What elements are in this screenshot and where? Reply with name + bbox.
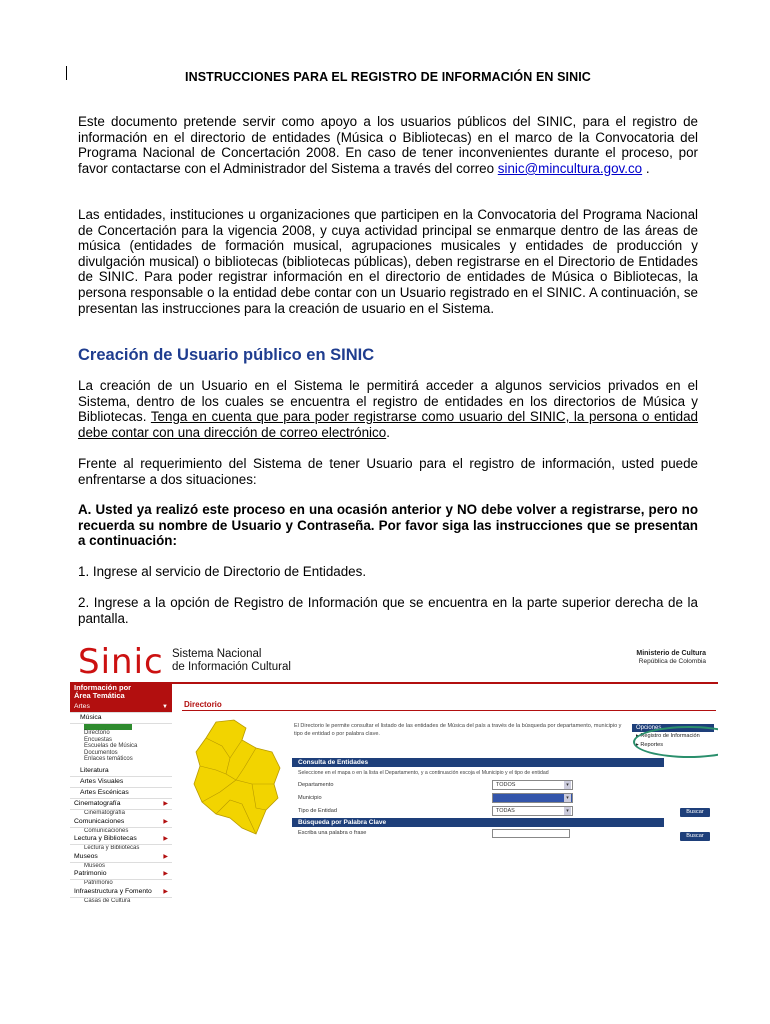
nav-header-line-1: Información por (74, 683, 132, 692)
user-creation-text: La creación de un Usuario en el Sistema le permitirá acceder a algunos servicios privados en el Sistema, dentro de los cuales se encuentra el registro de entidades en los directorios de Música y Bibliotecas. (78, 378, 698, 425)
departamento-label: Departamento (298, 782, 334, 788)
nav-sub-item[interactable]: Patrimonio (84, 880, 113, 887)
directory-title: Directorio (184, 700, 222, 709)
tipo-entidad-label: Tipo de Entidad (298, 808, 337, 814)
map-shape[interactable] (194, 720, 280, 834)
chevron-right-icon: ▶ (163, 853, 168, 860)
buscar-palabra-button[interactable]: Buscar (680, 832, 710, 841)
municipio-row (292, 792, 664, 805)
tipo-entidad-select[interactable] (492, 806, 573, 816)
palabra-clave-header: Búsqueda por Palabra Clave (292, 818, 664, 827)
nav-item-label: Literatura (80, 766, 109, 774)
option-reportes[interactable]: ▸ Reportes (636, 742, 664, 748)
left-navigation (70, 682, 172, 948)
nav-item-label: Lectura y Bibliotecas (74, 835, 137, 843)
consulta-note: Seleccione en el mapa o en la lista el Departamento, y a continuación escoja el Municipio y el tipo de entidad (298, 770, 549, 776)
nav-item-lectura[interactable] (70, 834, 172, 845)
nav-sub-item[interactable]: Escuelas de Música (84, 743, 138, 750)
nav-item-patrimonio[interactable] (70, 869, 172, 880)
buscar-button[interactable]: Buscar (680, 808, 710, 817)
chevron-down-icon: ▾ (564, 807, 571, 815)
nav-item-cinematografia[interactable] (70, 799, 172, 810)
option-2-label: Reportes (640, 742, 664, 748)
nav-item-label: Artes Escénicas (80, 788, 129, 796)
chevron-right-icon: ▶ (163, 818, 168, 825)
nav-item-artes-label: Artes (74, 703, 90, 710)
nav-item-label: Comunicaciones (74, 817, 125, 825)
municipio-value: TODOS (496, 795, 516, 801)
nav-sub-item[interactable]: Enlaces temáticos (84, 756, 133, 763)
municipio-label: Municipio (298, 795, 322, 801)
option-registro-informacion[interactable]: ▸ Registro de Información (636, 733, 700, 739)
nav-item-literatura[interactable] (70, 766, 172, 777)
system-name-line-2: de Información Cultural (172, 661, 291, 673)
nav-item-label: Infraestructura y Fomento (74, 887, 152, 895)
nav-item-comunicaciones[interactable] (70, 817, 172, 828)
sinic-logo: Sinic (78, 642, 164, 682)
palabra-clave-row (292, 827, 664, 840)
chevron-right-icon: ▶ (163, 836, 168, 843)
nav-header (70, 682, 172, 702)
directory-divider (182, 710, 716, 711)
system-name-line-1: Sistema Nacional (172, 648, 262, 660)
user-creation-end: . (386, 424, 390, 440)
tipo-entidad-row (292, 805, 664, 818)
chevron-down-icon: ▾ (564, 781, 571, 789)
email-requirement-note: Tenga en cuenta que para poder registrarse como usuario del SINIC, la persona o entidad debe contar con una dirección de correo electrónico (78, 409, 698, 440)
nav-item-infraestructura[interactable] (70, 887, 172, 898)
consulta-panel (292, 758, 664, 840)
nav-sub-item[interactable]: Comunicaciones (84, 827, 129, 834)
document-title: INSTRUCCIONES PARA EL REGISTRO DE INFORMACIÓN EN SINIC (185, 70, 591, 84)
consulta-header: Consulta de Entidades (292, 758, 664, 767)
chevron-down-icon: ▾ (564, 794, 571, 802)
chevron-right-icon: ▶ (163, 888, 168, 895)
palabra-clave-input[interactable] (492, 829, 570, 838)
nav-item-musica-label: Música (80, 714, 102, 721)
municipio-select[interactable] (492, 793, 573, 803)
nav-sub-item[interactable]: Cinematografía (84, 809, 126, 816)
chevron-down-icon: ▼ (162, 704, 168, 710)
admin-email-link[interactable]: sinic@mincultura.gov.co (497, 160, 643, 176)
user-creation-paragraph (78, 378, 698, 440)
highlight-ellipse (633, 726, 718, 758)
chevron-right-icon: ▶ (163, 871, 168, 878)
departamento-select[interactable] (492, 780, 573, 790)
nav-sub-item[interactable]: Casas de Cultura (84, 897, 131, 904)
nav-header-line-2: Área Temática (74, 691, 125, 700)
departamento-row (292, 779, 664, 792)
header-divider (172, 682, 718, 684)
nav-item-museos[interactable] (70, 852, 172, 863)
nav-sub-item[interactable]: Documentos (84, 749, 118, 756)
entities-paragraph: Las entidades, instituciones u organizaciones que participen en la Convocatoria del Programa Nacional de Concertación para la vigencia 2008, y cuya actividad principal se enmarque dentro de las áreas de música (entidades de formación musical, agrupaciones musicales y entidades de producción y divulgación musical) o bibliotecas (bibliotecas públicas), deben registrarse en el Directorio de Entidades de SINIC. Para poder registrar información en el directorio de entidades de Música o Bibliotecas, la persona responsable o la entidad debe contar con un Usuario registrado en el SINIC. A continuación, se presentan las instrucciones para la creación de usuario en el Sistema. (78, 207, 698, 316)
palabra-clave-label: Escriba una palabra o frase (298, 830, 367, 836)
colombia-map[interactable] (186, 718, 286, 842)
nav-sub-item[interactable]: Directorio (84, 730, 110, 736)
system-name (172, 648, 291, 674)
section-heading: Creación de Usuario público en SINIC (78, 346, 375, 364)
departamento-value: TODOS (496, 782, 516, 788)
intro-paragraph (78, 114, 698, 176)
step-2: 2. Ingrese a la opción de Registro de Información que se encuentra en la parte superior derecha de la pantalla. (78, 595, 698, 626)
step-1: 1. Ingrese al servicio de Directorio de Entidades. (78, 564, 367, 579)
nav-item-musica[interactable] (70, 713, 172, 724)
nav-item-artes-visuales[interactable] (70, 777, 172, 788)
tipo-entidad-value: TODAS (496, 808, 515, 814)
nav-item-label: Museos (74, 852, 98, 860)
ministry-line-1: Ministerio de Cultura (636, 650, 706, 657)
options-header: Opciones (632, 724, 714, 732)
nav-sub-item[interactable]: Lectura y Bibliotecas (84, 845, 140, 852)
nav-item-label: Patrimonio (74, 870, 107, 878)
sinic-screenshot (70, 636, 718, 948)
intro-end: . (642, 160, 650, 176)
nav-item-artes[interactable] (70, 702, 172, 713)
option-1-label: Registro de Información (640, 733, 700, 739)
nav-item-label: Artes Visuales (80, 777, 124, 785)
situation-a-paragraph: A. Usted ya realizó este proceso en una ocasión anterior y NO debe volver a registrarse, pero no recuerda su nombre de Usuario y Contraseña. Por favor siga las instrucciones que se presentan a continuación: (78, 502, 698, 549)
text-cursor (66, 66, 67, 80)
directory-intro: El Directorio le permite consultar el listado de las entidades de Música del país a través de la búsqueda por departamento, municipio y tipo de entidad o por palabra clave. (294, 723, 622, 737)
ministry-line-2: República de Colombia (638, 658, 706, 665)
nav-item-artes-escenicas[interactable] (70, 788, 172, 799)
nav-sub-item[interactable]: Encuestas (84, 736, 113, 743)
nav-item-label: Cinematografía (74, 799, 121, 807)
ministry-label (636, 650, 706, 666)
chevron-right-icon: ▶ (163, 800, 168, 807)
intro-text: Este documento pretende servir como apoyo a los usuarios públicos del SINIC, para el registro de información en el directorio de entidades (Música o Bibliotecas) en el marco de la Convocatoria del Programa Nacional de Concertación 2008. En caso de tener inconvenientes durante el proceso, por favor contactarse con el Administrador del Sistema a través del correo (78, 114, 698, 176)
situations-paragraph: Frente al requerimiento del Sistema de tener Usuario para el registro de información, usted puede enfrentarse a dos situaciones: (78, 456, 698, 487)
nav-sub-item[interactable]: Museos (84, 862, 106, 869)
